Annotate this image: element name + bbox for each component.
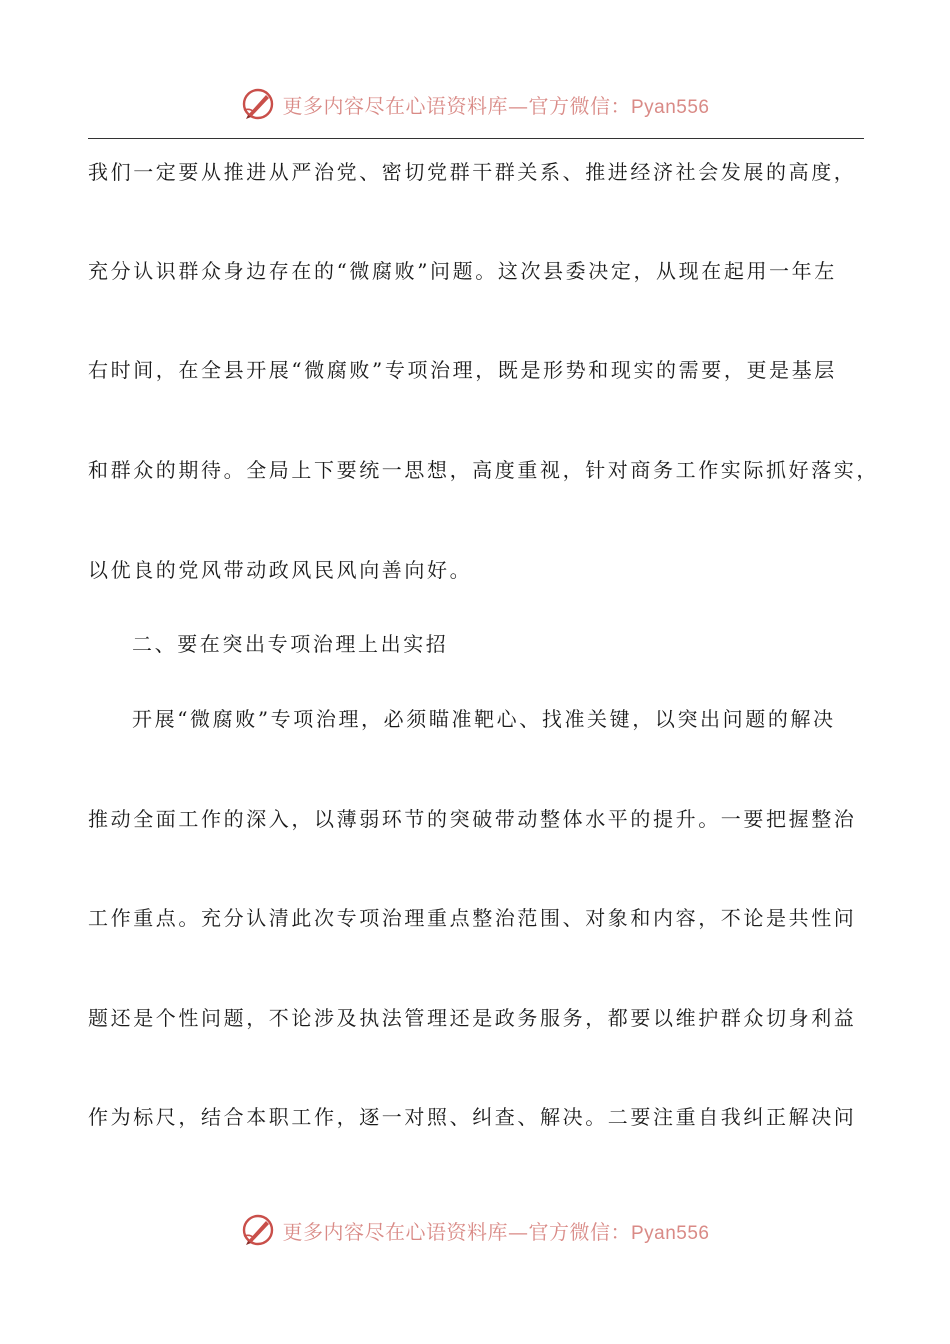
body-line-5: 以优良的党风带动政风民风向善向好。: [88, 558, 473, 582]
body-line-8: 推动全面工作的深入，以薄弱环节的突破带动整体水平的提升。一要把握整治: [88, 807, 857, 831]
body-line-11: 作为标尺，结合本职工作，逐一对照、纠查、解决。二要注重自我纠正解决问: [88, 1105, 857, 1129]
body-line-1: 我们一定要从推进从严治党、密切党群干群关系、推进经济社会发展的高度，: [88, 160, 857, 184]
body-line-2: 充分认识群众身边存在的“微腐败”问题。这次县委决定，从现在起用一年左: [88, 259, 837, 283]
header-divider: [88, 138, 864, 139]
body-line-7: 开展“微腐败”专项治理，必须瞄准靶心、找准关键，以突出问题的解决: [132, 707, 836, 731]
body-line-4: 和群众的期待。全局上下要统一思想，高度重视，针对商务工作实际抓好落实，: [88, 458, 879, 482]
banner-label: 更多内容尽在心语资料库—官方微信：: [282, 93, 631, 118]
footer-banner: [0, 1210, 950, 1250]
body-line-3: 右时间，在全县开展“微腐败”专项治理，既是形势和现实的需要，更是基层: [88, 358, 837, 382]
header-banner: [0, 84, 950, 124]
body-line-10: 题还是个性问题，不论涉及执法管理还是政务服务，都要以维护群众切身利益: [88, 1006, 857, 1030]
body-line-9: 工作重点。充分认清此次专项治理重点整治范围、对象和内容，不论是共性问: [88, 906, 857, 930]
banner-wechat-id: Pyan556: [630, 1222, 710, 1244]
banner-text: [282, 90, 709, 119]
pen-in-circle-icon: [240, 1212, 276, 1248]
pen-in-circle-icon: [240, 86, 276, 122]
banner-label: 更多内容尽在心语资料库—官方微信：: [282, 1219, 631, 1244]
section-heading: 二、要在突出专项治理上出实招: [132, 632, 449, 656]
banner-wechat-id: Pyan556: [630, 96, 710, 118]
banner-text: [282, 1216, 709, 1245]
